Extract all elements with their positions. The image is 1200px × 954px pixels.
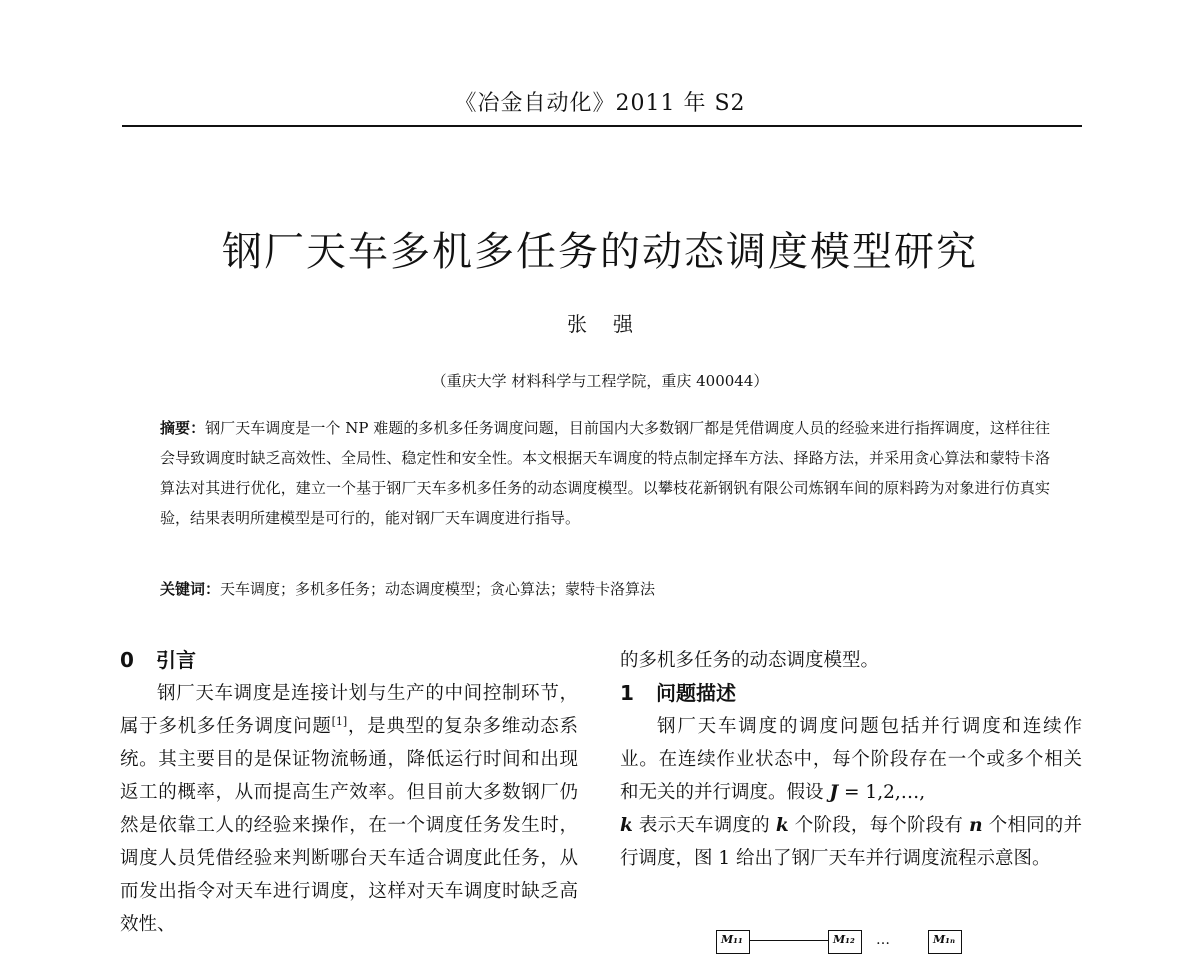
figure-box: M₁ₙ: [928, 930, 962, 954]
abstract-text: 钢厂天车调度是一个 NP 难题的多机多任务调度问题，目前国内大多数钢厂都是凭借调度人员的经验来进行指挥调度，这样往往会导致调度时缺乏高效性、全局性、稳定性和安全性。本文根据天车调度的特点制定择车方法、择路方法，并采用贪心算法和蒙特卡洛算法对其进行优化，建立一个基于钢厂天车多机多任务的动态调度模型。以攀枝花新钢钒有限公司炼钢车间的原料跨为对象进行仿真实验，结果表明所建模型是可行的，能对钢厂天车调度进行指导。: [160, 419, 1050, 527]
figure-connector: [750, 940, 828, 941]
keywords-label: 关键词：: [160, 580, 221, 598]
right-column: [620, 644, 1082, 875]
header-rule: [122, 125, 1082, 127]
section-number: 0: [120, 648, 134, 672]
left-column: [120, 644, 578, 941]
author-affiliation: （重庆大学 材料科学与工程学院，重庆 400044）: [431, 372, 769, 390]
keywords: [160, 577, 1050, 601]
problem-paragraph: 钢厂天车调度的调度问题包括并行调度和连续作业。在连续作业状态中，每个阶段存在一个或多个相关和无关的并行调度。假设 J = 1,2,…, k 表示天车调度的 k 个阶段，每个阶段有 n 个相同的并行调度，图 1 给出了钢厂天车并行调度流程示意图。: [620, 716, 1082, 869]
section-heading-problem: [620, 677, 1082, 710]
section-title: 问题描述: [656, 681, 736, 705]
figure-box: M₁₁: [716, 930, 750, 954]
section-number: 1: [620, 681, 634, 705]
citation-ref: [1]: [331, 714, 348, 728]
figure-ellipsis: …: [876, 932, 890, 948]
journal-header: 《冶金自动化》2011 年 S2: [454, 91, 746, 116]
figure-box: M₁₂: [828, 930, 862, 954]
math-var-k: k: [620, 815, 633, 836]
continuation-text: 的多机多任务的动态调度模型。: [620, 650, 880, 671]
figure-1-fragment: [700, 930, 980, 952]
section-title: 引言: [156, 648, 196, 672]
math-var-j: J: [829, 782, 839, 803]
abstract: [160, 413, 1050, 533]
math-var-k: k: [775, 815, 789, 836]
intro-paragraph: 钢厂天车调度是连接计划与生产的中间控制环节，属于多机多任务调度问题[1]，是典型的复杂多维动态系统。其主要目的是保证物流畅通，降低运行时间和出现返工的概率，从而提高生产效率。但目前大多数钢厂仍然是依靠工人的经验来操作，在一个调度任务发生时，调度人员凭借经验来判断哪台天车适合调度此任务，从而发出指令对天车进行调度，这样对天车调度时缺乏高效性、: [120, 683, 578, 935]
paper-title: 钢厂天车多机多任务的动态调度模型研究: [222, 229, 978, 275]
math-var-n: n: [969, 815, 983, 836]
keywords-text: 天车调度；多机多任务；动态调度模型；贪心算法；蒙特卡洛算法: [220, 580, 656, 598]
author-name: 张强: [567, 312, 659, 336]
abstract-label: 摘要：: [160, 419, 206, 437]
section-heading-intro: [120, 644, 578, 677]
